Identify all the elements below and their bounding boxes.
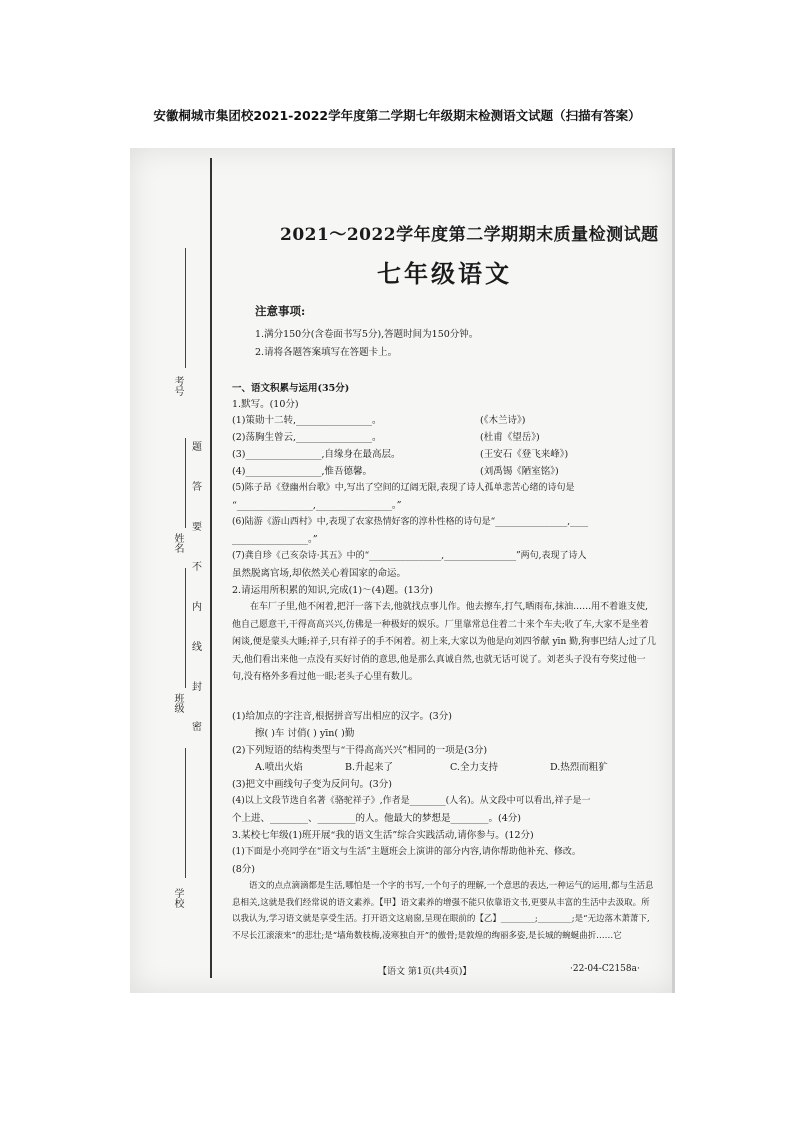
- kaohao-field-line: [185, 248, 186, 368]
- exam-subject: 七年级语文: [377, 259, 512, 288]
- xingming-field-line: [185, 438, 186, 528]
- q1-6-line: (6)陆游《游山西村》中,表现了农家热情好客的淳朴性格的诗句是“________________,____: [232, 517, 589, 527]
- q1-item-source: (王安石《登飞来峰》): [480, 449, 569, 460]
- q2-2: (2)下列短语的结构类型与“干得高高兴兴”相同的一项是(3分): [232, 745, 488, 756]
- question-3: 3.某校七年级(1)班开展“我的语文生活”综合实践活动,请你参与。(12分): [232, 830, 534, 841]
- seal-char: 线: [192, 642, 202, 653]
- q1-7-line: (7)龚自珍《己亥杂诗·其五》中的“________________,________________”两句,表现了诗人: [232, 551, 587, 561]
- notice-item: 2.请将各题答案填写在答题卡上。: [255, 347, 398, 358]
- q2-4: (4)以上文段节选自名著《骆驼祥子》,作者是________(人名)。从文段中可以看出,祥子是一: [232, 796, 591, 806]
- notice-item: 1.满分150分(含卷面书写5分),答题时间为150分钟。: [255, 329, 479, 340]
- seal-char: 封: [192, 682, 202, 693]
- question-2: 2.请运用所积累的知识,完成(1)～(4)题。(13分): [232, 585, 433, 596]
- banji-field-line: [185, 568, 186, 688]
- binding-line: [210, 158, 212, 978]
- section-title: 一、语文积累与运用(35分): [232, 383, 350, 394]
- seal-char: 密: [192, 722, 202, 733]
- banji-label: 班级: [172, 693, 183, 713]
- q1-item-source: (《木兰诗》): [480, 415, 526, 426]
- q2-4-cont: 个上进、________、________的人。他最大的梦想是________。(4分): [232, 813, 521, 824]
- seal-char: 答: [192, 482, 202, 493]
- document-title: 安徽桐城市集团校2021-2022学年度第二学期七年级期末检测语文试题（扫描有答案）: [153, 108, 641, 123]
- q3-1-score: (8分): [232, 864, 255, 875]
- seal-char: 题: [192, 442, 202, 453]
- kaohao-label: 考号: [172, 376, 183, 396]
- xuexiao-field-line: [185, 748, 186, 878]
- scanned-exam-page: [130, 148, 675, 993]
- question-1: 1.默写。(10分): [232, 399, 299, 410]
- q1-5-blank: “________________,________________。”: [232, 500, 402, 511]
- novel-passage: 在车厂子里,他不闲着,把汗一落下去,他就找点事儿作。他去擦车,打气,晒雨布,抹油……用不着谁支使,他自己愿意干,干得高高兴兴,仿佛是一种极好的娱乐。厂里靠常总住着二十来个车夫;收了车,大家不是坐着闲谈,便是蒙头大睡;祥子,只有祥子的手不闲着。初上来,大家以为他是向刘四爷献 yīn 勤,狗事巴结人;过了几天,他们看出来他一点没有买好讨俏的意思,他是那么真诚自然,也就无话可说了。刘老头子没有夸奖过他一句,没有格外多看过他一眼;老头子心里有数儿。: [232, 602, 656, 682]
- q2-2-option: C.全力支持: [450, 762, 498, 773]
- xuexiao-label: 学校: [172, 888, 183, 908]
- q1-item-source: (杜甫《望岳》): [480, 432, 540, 443]
- q2-1: (1)给加点的字注音,根据拼音写出相应的汉字。(3分): [232, 711, 452, 722]
- q2-2-option: D.热烈而粗犷: [550, 762, 608, 773]
- q1-7-cont: 虽然脱离官场,却依然关心着国家的命运。: [232, 568, 407, 579]
- q3-1: (1)下面是小亮同学在“语文与生活”主题班会上演讲的部分内容,请你帮助他补充、修改。: [232, 847, 581, 857]
- exam-heading: 2021～2022学年度第二学期期末质量检测试题: [280, 225, 659, 245]
- notice-title: 注意事项:: [255, 304, 306, 318]
- seal-char: 不: [192, 562, 202, 573]
- page-number: 【语文 第1页(共4页)】: [378, 967, 472, 977]
- q1-item-text: (2)荡胸生曾云,________________。: [232, 432, 382, 443]
- q2-2-option: A.喷出火焰: [255, 762, 303, 773]
- q1-item-text: (4)________________,惟吾德馨。: [232, 466, 372, 477]
- q1-item-source: (刘禹锡《陋室铭》): [480, 466, 559, 477]
- speech-passage: 语文的点点滴滴都是生活,哪怕是一个字的书写,一个句子的理解,一个意思的表达,一种运气的运用,都与生活息息相关,这就是我们经常说的语文素养。【甲】语文素养的增强不能只依靠语文书,更要从丰富的生活中去汲取。所以我认为,学习语文就是享受生活。打开语文这扇窗,呈现在眼前的【乙】________;________;是“无边落木萧萧下,不尽长江滚滚来”的悲壮;是“墙角数枝梅,凌寒独自开”的傲骨;是敦煌的绚丽多姿,是长城的蜿蜒曲折……它: [232, 881, 654, 941]
- paper-code: ·22-04-C2158a·: [570, 964, 640, 974]
- xingming-label: 姓名: [172, 533, 183, 553]
- q1-5-line: (5)陈子昂《登幽州台歌》中,写出了空间的辽阔无限,表现了诗人孤单悲苦心绪的诗句是: [232, 483, 575, 493]
- q1-item-text: (3)________________,自缘身在最高层。: [232, 449, 401, 460]
- q2-1-items: 擦( )车 讨俏( ) yīn( )勤: [255, 728, 355, 739]
- seal-char: 内: [192, 602, 202, 613]
- q2-3: (3)把文中画线句子变为反问句。(3分): [232, 779, 392, 790]
- seal-char: 要: [192, 522, 202, 533]
- q1-6-blank: ________________。”: [232, 534, 318, 545]
- page-edge: [672, 148, 675, 993]
- q1-item-text: (1)策勋十二转,________________。: [232, 415, 382, 426]
- q2-2-option: B.升起来了: [345, 762, 394, 773]
